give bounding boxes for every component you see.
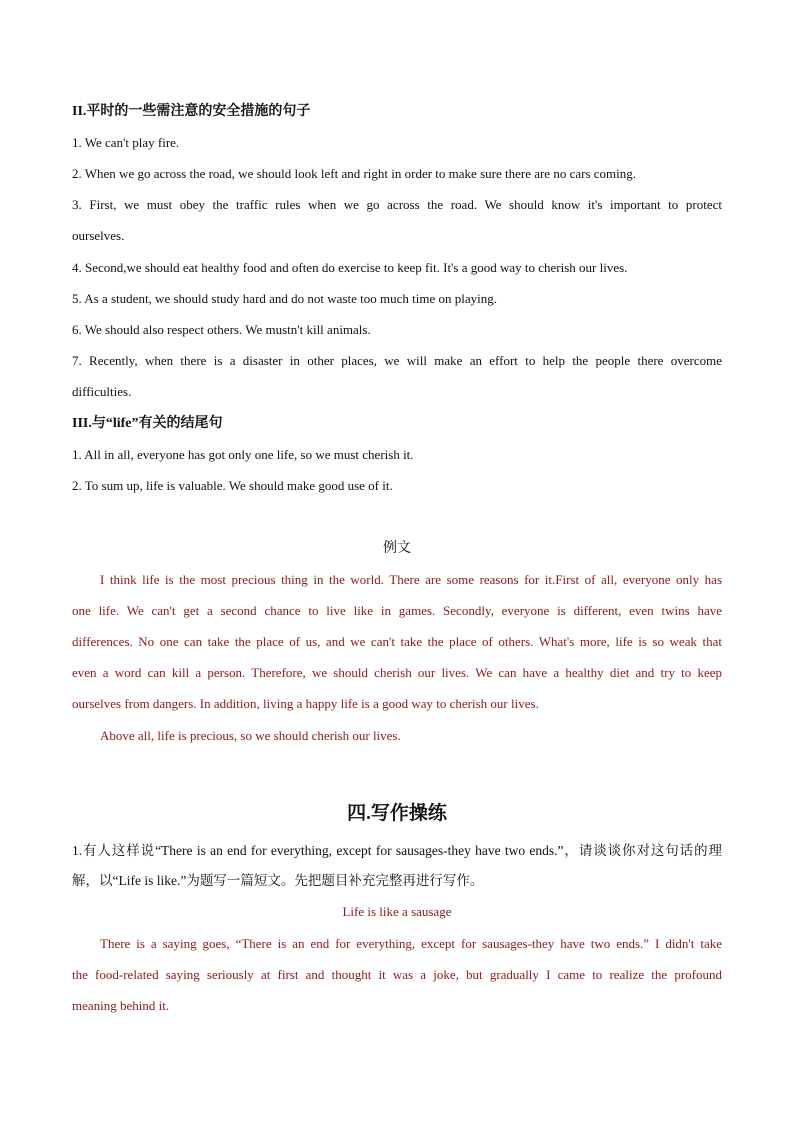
example-line-2: one life. We can't get a second chance to live like in games. Secondly, everyone is different, even twins have xyxy=(72,603,722,618)
example-line-6: Above all, life is precious, so we should cherish our lives. xyxy=(100,728,401,743)
section-ii-line-2: 2. When we go across the road, we should look left and right in order to make sure there are no cars coming. xyxy=(72,166,637,181)
section-ii-line-9: difficulties. xyxy=(72,384,132,399)
section-ii-line-6: 5. As a student, we should study hard and do not waste too much time on playing. xyxy=(72,291,497,306)
example-line-3: differences. No one can take the place of us, and we can't take the place of others. What's more, life is so weak that xyxy=(72,634,722,649)
section-ii-line-4: ourselves. xyxy=(72,228,125,243)
section-ii-line-5: 4. Second,we should eat healthy food and often do exercise to keep fit. It's a good way to cherish our lives. xyxy=(72,260,628,275)
section-four-heading: 四.写作操练 xyxy=(347,803,447,824)
section-four-prompt-1: 1.有人这样说“There is an end for everything, except for sausages-they have two ends.”，请谈谈你对这句话的理 xyxy=(72,843,722,858)
example-line-4: even a word can kill a person. Therefore, we should cherish our lives. We can have a healthy diet and try to keep xyxy=(72,665,722,680)
essay-line-1: There is a saying goes, “There is an end for everything, except for sausages-they have two ends.” I didn't take xyxy=(100,936,722,951)
section-ii-line-7: 6. We should also respect others. We mustn't kill animals. xyxy=(72,322,371,337)
section-ii-line-1: 1. We can't play fire. xyxy=(72,135,180,150)
section-iii-heading: III.与“life”有关的结尾句 xyxy=(72,416,223,431)
section-iii-line-2: 2. To sum up, life is valuable. We should make good use of it. xyxy=(72,478,393,493)
section-iii-line-1: 1. All in all, everyone has got only one life, so we must cherish it. xyxy=(72,447,414,462)
section-ii-heading: II.平时的一些需注意的安全措施的句子 xyxy=(72,104,311,119)
example-line-1: I think life is the most precious thing in the world. There are some reasons for it.First of all, everyone only has xyxy=(100,572,722,587)
example-title: 例文 xyxy=(383,541,411,556)
example-line-5: ourselves from dangers. In addition, living a happy life is a good way to cherish our lives. xyxy=(72,696,539,711)
essay-title: Life is like a sausage xyxy=(342,904,452,919)
section-four-prompt-2: 解，以“Life is like.”为题写一篇短文。先把题目补充完整再进行写作。 xyxy=(72,873,484,888)
essay-line-3: meaning behind it. xyxy=(72,998,170,1013)
section-ii-line-8: 7. Recently, when there is a disaster in other places, we will make an effort to help the people there overcome xyxy=(72,353,722,368)
section-ii-line-3: 3. First, we must obey the traffic rules when we go across the road. We should know it's important to protect xyxy=(72,197,722,212)
essay-line-2: the food-related saying seriously at first and thought it was a joke, but gradually I came to realize the profound xyxy=(72,967,722,982)
